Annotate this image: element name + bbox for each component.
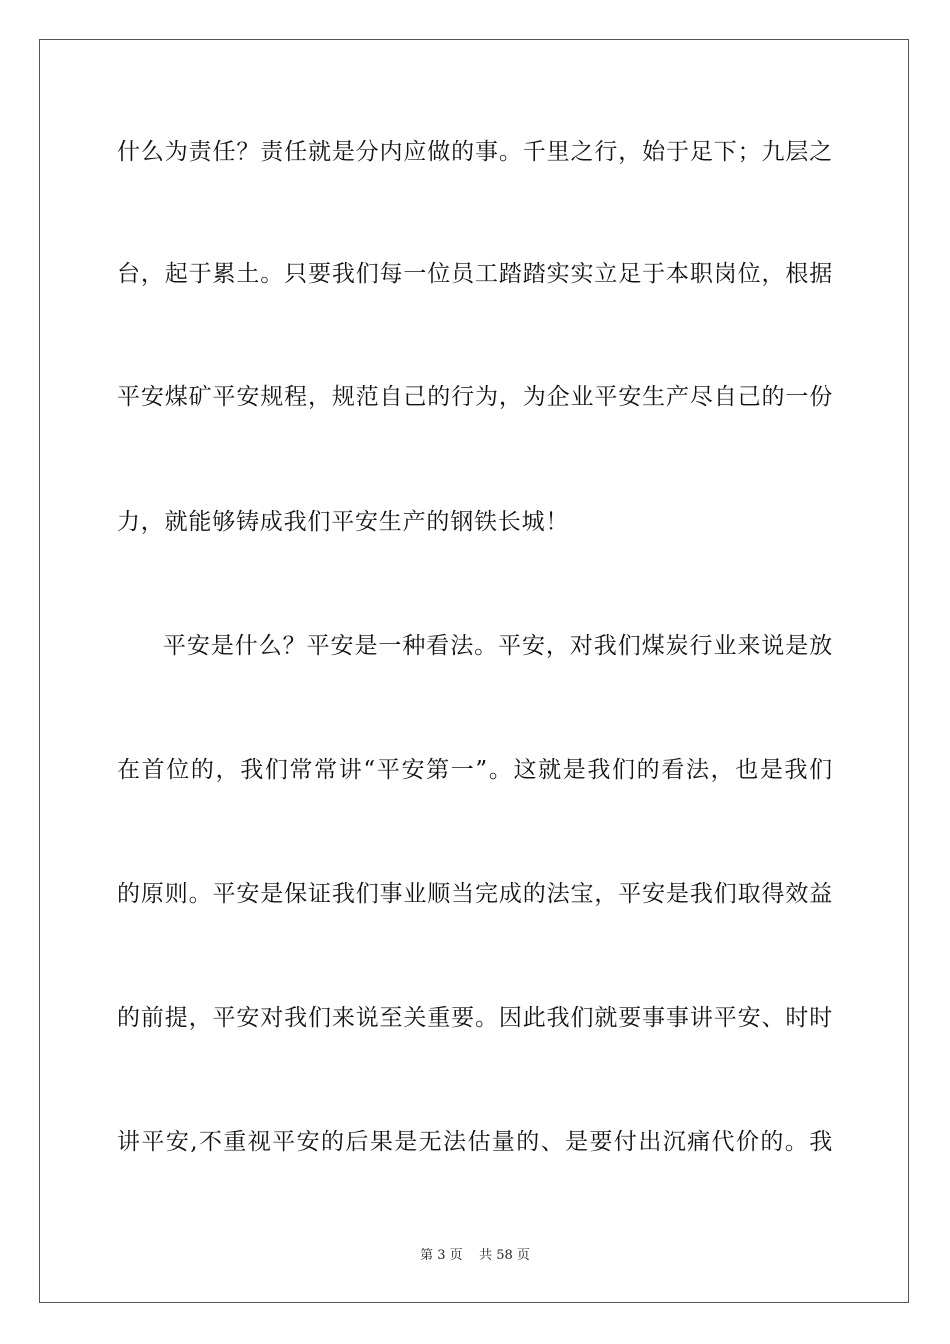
- text-line-5: 平安是什么？平安是一种看法。平安，对我们煤炭行业来说是放: [163, 633, 833, 659]
- text-line-8: 的前提，平安对我们来说至关重要。因此我们就要事事讲平安、时时: [117, 1005, 833, 1031]
- text-line-7: 的原则。平安是保证我们事业顺当完成的法宝，平安是我们取得效益: [117, 881, 833, 907]
- text-line-3: 平安煤矿平安规程，规范自己的行为，为企业平安生产尽自己的一份: [117, 384, 833, 410]
- text-line-1: 什么为责任？责任就是分内应做的事。千里之行，始于足下；九层之: [117, 139, 833, 165]
- page-number-footer: 第 3 页 共 58 页: [420, 1248, 530, 1263]
- text-line-4: 力，就能够铸成我们平安生产的钢铁长城！: [117, 509, 570, 535]
- text-line-9: 讲平安,不重视平安的后果是无法估量的、是要付出沉痛代价的。我: [117, 1129, 833, 1155]
- page-border: [39, 39, 909, 1303]
- text-line-6: 在首位的，我们常常讲“平安第一”。这就是我们的看法，也是我们: [117, 757, 833, 783]
- text-line-2: 台，起于累土。只要我们每一位员工踏踏实实立足于本职岗位，根据: [117, 261, 833, 287]
